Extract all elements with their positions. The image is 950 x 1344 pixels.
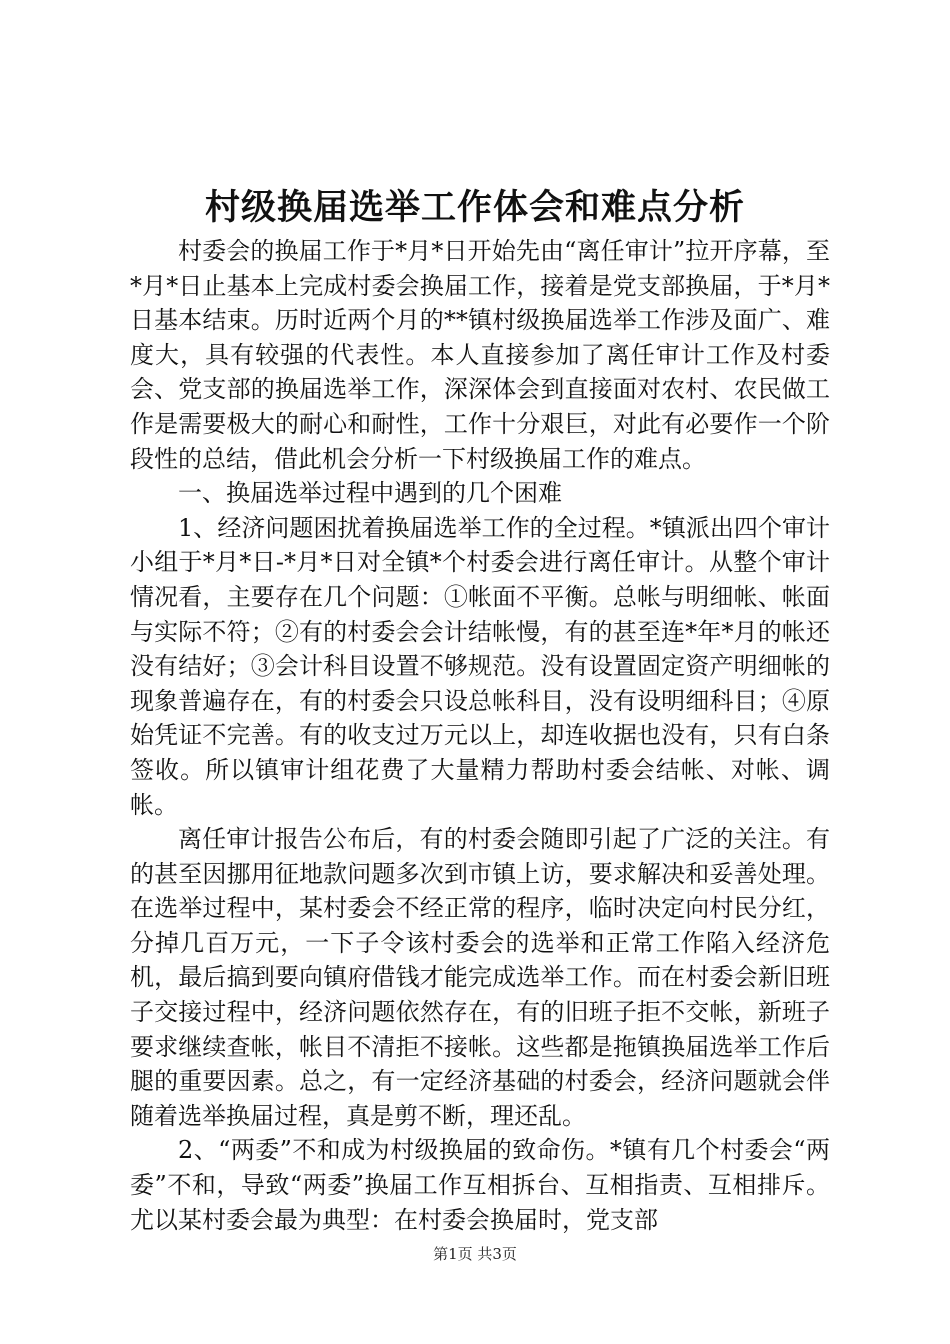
document-body — [130, 234, 830, 1237]
page-number-footer: 第1页 共3页 — [433, 1245, 517, 1263]
section-heading-difficulties: 一、换届选举过程中遇到的几个困难 — [178, 479, 562, 508]
paragraph-economic-issues: 1、经济问题困扰着换届选举工作的全过程。*镇派出四个审计小组于*月*日-*月*日对全镇*个村委会进行离任审计。从整个审计情况看，主要存在几个问题：①帐面不平衡。总帐与明细帐、帐面与实际不符；②有的村委会会计结帐慢，有的甚至连*年*月的帐还没有结好；③会计科目设置不够规范。没有设置固定资产明细帐的现象普遍存在，有的村委会只设总帐科目，没有设明细科目；④原始凭证不完善。有的收支过万元以上，却连收据也没有，只有白条签收。所以镇审计组花费了大量精力帮助村委会结帐、对帐、调帐。 — [130, 513, 830, 819]
paragraph-intro: 村委会的换届工作于*月*日开始先由“离任审计”拉开序幕，至*月*日止基本上完成村委会换届工作，接着是党支部换届，于*月*日基本结束。历时近两个月的**镇村级换届选举工作涉及面广、难度大，具有较强的代表性。本人直接参加了离任审计工作及村委会、党支部的换届选举工作，深深体会到直接面对农村、农民做工作是需要极大的耐心和耐性，工作十分艰巨，对此有必要作一个阶段性的总结，借此机会分析一下村级换届工作的难点。 — [130, 237, 830, 473]
paragraph-two-committees: 2、“两委”不和成为村级换届的致命伤。*镇有几个村委会“两委”不和，导致“两委”换届工作互相拆台、互相指责、互相排斥。尤以某村委会最为典型：在村委会换届时，党支部 — [130, 1136, 830, 1234]
document-title: 村级换届选举工作体会和难点分析 — [204, 187, 745, 228]
paragraph-audit-report: 离任审计报告公布后，有的村委会随即引起了广泛的关注。有的甚至因挪用征地款问题多次到市镇上访，要求解决和妥善处理。在选举过程中，某村委会不经正常的程序，临时决定向村民分红，分掉几百万元，一下子令该村委会的选举和正常工作陷入经济危机，最后搞到要向镇府借钱才能完成选举工作。而在村委会新旧班子交接过程中，经济问题依然存在，有的旧班子拒不交帐，新班子要求继续查帐，帐目不清拒不接帐。这些都是拖镇换届选举工作后腿的重要因素。总之，有一定经济基础的村委会，经济问题就会伴随着选举换届过程，真是剪不断，理还乱。 — [130, 825, 830, 1130]
